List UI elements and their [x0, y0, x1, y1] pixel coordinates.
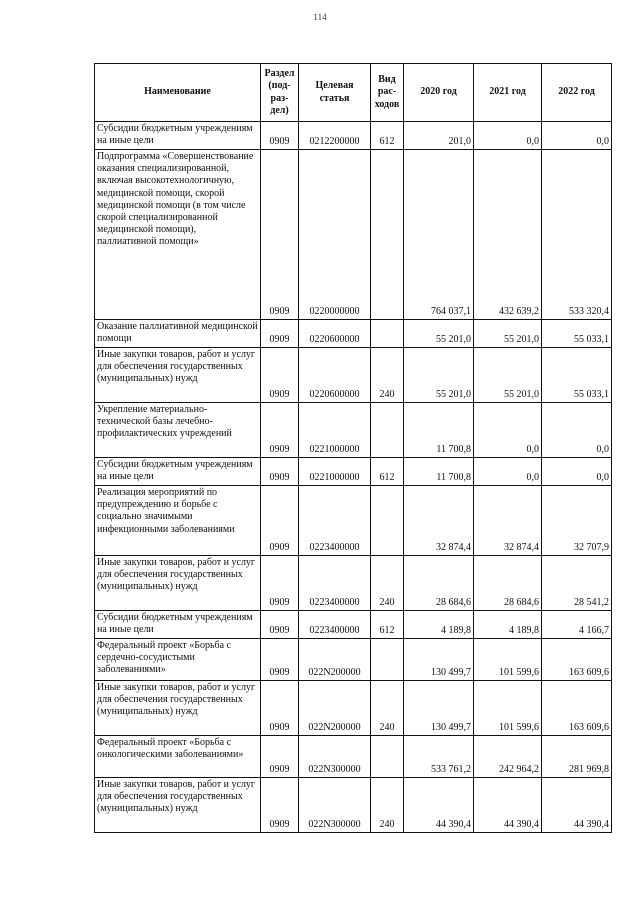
cell-name: Реализация мероприятий по предупреждению и борьбе с социально значимыми инфекционными заболеваниями: [95, 486, 261, 556]
cell-2020: 201,0: [404, 122, 474, 150]
cell-section: 0909: [261, 681, 299, 736]
cell-type: 612: [371, 611, 404, 639]
cell-name: Субсидии бюджетным учреждениям на иные цели: [95, 458, 261, 486]
cell-section: 0909: [261, 736, 299, 778]
table-row: [95, 320, 612, 348]
cell-target: 0223400000: [299, 556, 371, 611]
cell-2021: 44 390,4: [474, 778, 542, 833]
cell-name: Иные закупки товаров, работ и услуг для обеспечения государственных (муниципальных) нужд: [95, 681, 261, 736]
cell-2020: 533 761,2: [404, 736, 474, 778]
cell-type: 240: [371, 778, 404, 833]
cell-2022: 32 707,9: [542, 486, 612, 556]
cell-name: Иные закупки товаров, работ и услуг для обеспечения государственных (муниципальных) нужд: [95, 778, 261, 833]
table-row: [95, 778, 612, 833]
cell-section: 0909: [261, 611, 299, 639]
cell-2021: 4 189,8: [474, 611, 542, 639]
cell-2020: 11 700,8: [404, 458, 474, 486]
cell-name: Субсидии бюджетным учреждениям на иные цели: [95, 122, 261, 150]
table-row: [95, 736, 612, 778]
cell-2022: 44 390,4: [542, 778, 612, 833]
cell-2020: 55 201,0: [404, 320, 474, 348]
cell-target: 022N300000: [299, 778, 371, 833]
header-name: Наименование: [95, 64, 261, 122]
table-row: [95, 556, 612, 611]
header-2021: 2021 год: [474, 64, 542, 122]
table-row: [95, 122, 612, 150]
cell-section: 0909: [261, 122, 299, 150]
cell-type: [371, 486, 404, 556]
cell-2022: 0,0: [542, 458, 612, 486]
cell-section: 0909: [261, 556, 299, 611]
cell-2021: 432 639,2: [474, 150, 542, 320]
cell-name: Оказание паллиативной медицинской помощи: [95, 320, 261, 348]
header-section: Раздел (под-раз-дел): [261, 64, 299, 122]
cell-2022: 28 541,2: [542, 556, 612, 611]
budget-table: [94, 63, 612, 833]
cell-2022: 163 609,6: [542, 681, 612, 736]
cell-type: [371, 150, 404, 320]
cell-type: 612: [371, 458, 404, 486]
cell-2021: 28 684,6: [474, 556, 542, 611]
header-2022: 2022 год: [542, 64, 612, 122]
cell-target: 0220000000: [299, 150, 371, 320]
cell-type: [371, 736, 404, 778]
cell-type: [371, 320, 404, 348]
cell-2022: 4 166,7: [542, 611, 612, 639]
cell-2021: 101 599,6: [474, 639, 542, 681]
cell-type: 612: [371, 122, 404, 150]
cell-2022: 0,0: [542, 403, 612, 458]
cell-2021: 101 599,6: [474, 681, 542, 736]
table-row: [95, 348, 612, 403]
cell-2021: 0,0: [474, 122, 542, 150]
cell-name: Укрепление материально-технической базы лечебно-профилактических учреждений: [95, 403, 261, 458]
cell-type: [371, 403, 404, 458]
header-2020: 2020 год: [404, 64, 474, 122]
cell-name: Субсидии бюджетным учреждениям на иные цели: [95, 611, 261, 639]
table-header-row: [95, 64, 612, 122]
header-target: Целевая статья: [299, 64, 371, 122]
cell-2020: 55 201,0: [404, 348, 474, 403]
cell-2020: 44 390,4: [404, 778, 474, 833]
cell-2022: 281 969,8: [542, 736, 612, 778]
cell-section: 0909: [261, 150, 299, 320]
table-row: [95, 150, 612, 320]
table-row: [95, 611, 612, 639]
table-body: [95, 122, 612, 833]
cell-name: Иные закупки товаров, работ и услуг для обеспечения государственных (муниципальных) нужд: [95, 556, 261, 611]
cell-2020: 130 499,7: [404, 639, 474, 681]
cell-section: 0909: [261, 778, 299, 833]
cell-section: 0909: [261, 320, 299, 348]
page-number: 114: [313, 12, 327, 22]
cell-name: Федеральный проект «Борьба с сердечно-сосудистыми заболеваниями»: [95, 639, 261, 681]
table-row: [95, 458, 612, 486]
cell-type: 240: [371, 556, 404, 611]
cell-target: 0221000000: [299, 403, 371, 458]
cell-section: 0909: [261, 403, 299, 458]
cell-target: 0223400000: [299, 486, 371, 556]
cell-name: Подпрограмма «Совершенствование оказания специализированной, включая высокотехнологичную, медицинской помощи, скорой медицинской помощи (в том числе скорой специализированной медицинской помощи), паллиативной помощи»: [95, 150, 261, 320]
cell-2022: 163 609,6: [542, 639, 612, 681]
table-row: [95, 403, 612, 458]
cell-2020: 32 874,4: [404, 486, 474, 556]
cell-target: 0212200000: [299, 122, 371, 150]
cell-type: 240: [371, 681, 404, 736]
cell-2020: 130 499,7: [404, 681, 474, 736]
cell-2022: 55 033,1: [542, 320, 612, 348]
cell-target: 0220600000: [299, 348, 371, 403]
cell-2021: 0,0: [474, 403, 542, 458]
cell-type: 240: [371, 348, 404, 403]
cell-2021: 55 201,0: [474, 320, 542, 348]
cell-2021: 242 964,2: [474, 736, 542, 778]
cell-2022: 0,0: [542, 122, 612, 150]
cell-2021: 32 874,4: [474, 486, 542, 556]
cell-section: 0909: [261, 486, 299, 556]
table-row: [95, 639, 612, 681]
cell-section: 0909: [261, 348, 299, 403]
cell-2021: 55 201,0: [474, 348, 542, 403]
table-row: [95, 486, 612, 556]
cell-2021: 0,0: [474, 458, 542, 486]
header-type: Вид рас-ходов: [371, 64, 404, 122]
table-row: [95, 681, 612, 736]
cell-type: [371, 639, 404, 681]
cell-target: 0220600000: [299, 320, 371, 348]
cell-target: 022N300000: [299, 736, 371, 778]
cell-2022: 55 033,1: [542, 348, 612, 403]
cell-2020: 28 684,6: [404, 556, 474, 611]
cell-2020: 764 037,1: [404, 150, 474, 320]
cell-section: 0909: [261, 458, 299, 486]
cell-target: 022N200000: [299, 639, 371, 681]
cell-section: 0909: [261, 639, 299, 681]
cell-target: 022N200000: [299, 681, 371, 736]
cell-2020: 11 700,8: [404, 403, 474, 458]
cell-2022: 533 320,4: [542, 150, 612, 320]
cell-2020: 4 189,8: [404, 611, 474, 639]
cell-name: Иные закупки товаров, работ и услуг для обеспечения государственных (муниципальных) нужд: [95, 348, 261, 403]
cell-target: 0221000000: [299, 458, 371, 486]
cell-target: 0223400000: [299, 611, 371, 639]
cell-name: Федеральный проект «Борьба с онкологическими заболеваниями»: [95, 736, 261, 778]
